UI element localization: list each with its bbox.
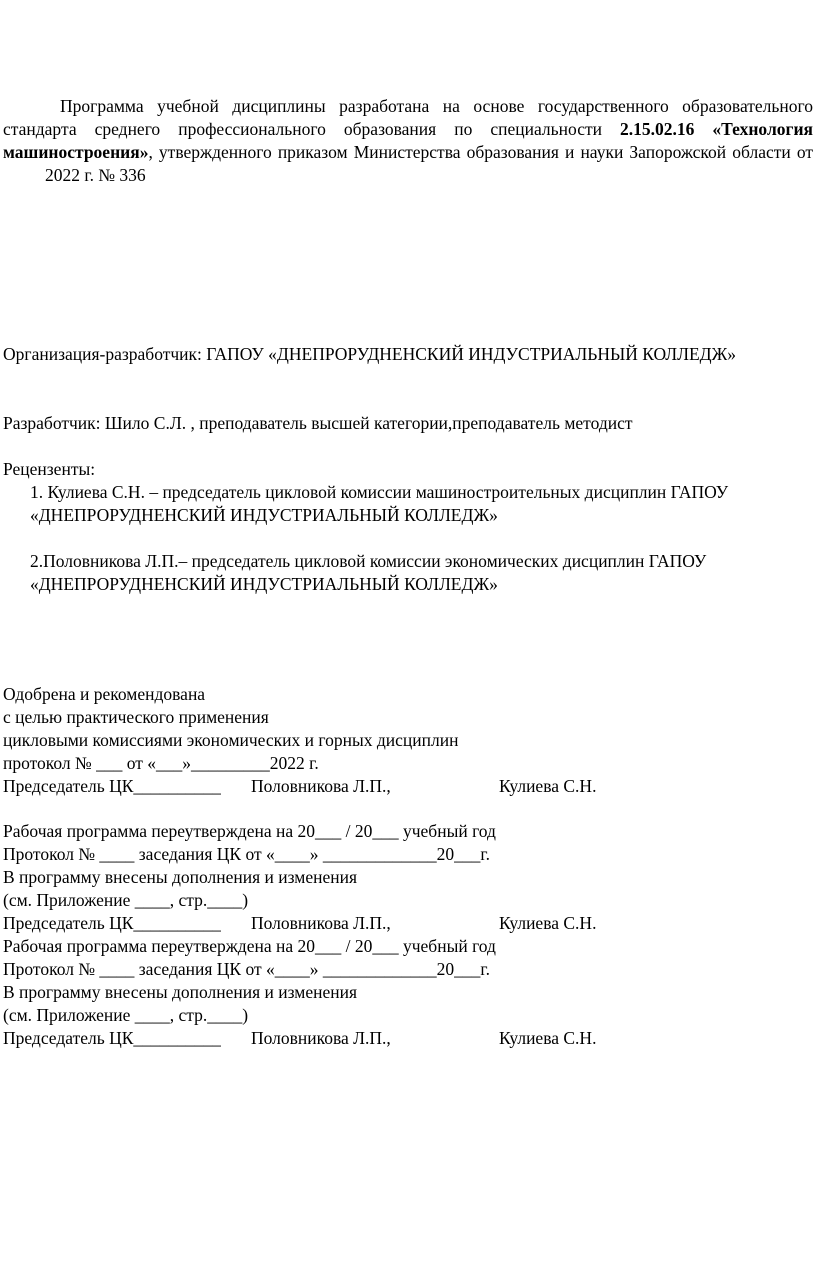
developer-text: Разработчик: Шило С.Л. , преподаватель высшей категории,преподаватель методист	[3, 413, 633, 433]
signer-name: Половникова Л.П.,	[251, 776, 391, 796]
signer-name: Половникова Л.П.,	[251, 913, 391, 933]
reapproval-line: (см. Приложение ____, стр.____)	[3, 1005, 249, 1025]
approval-line: Одобрена и рекомендована	[3, 684, 206, 704]
signer-name: Кулиева С.Н.	[499, 913, 597, 933]
order-date-number: 2022 г. № 336	[45, 165, 146, 185]
reapproval-line: Рабочая программа переутверждена на 20___ / 20___ учебный год	[3, 936, 496, 956]
chair-signature: Председатель ЦК__________	[3, 1028, 221, 1048]
reapproval-line: Рабочая программа переутверждена на 20___ / 20___ учебный год	[3, 821, 496, 841]
reapproval-block-2	[3, 935, 813, 1050]
reapproval-line: В программу внесены дополнения и изменения	[3, 867, 358, 887]
intro-text: Программа учебной дисциплины разработана на основе государственного образовательного стандарта среднего профессионального образования по специальности	[3, 96, 813, 139]
signature-row	[3, 912, 813, 935]
reapproval-protocol: Протокол № ____ заседания ЦК от «____» _____________20___г.	[3, 844, 490, 864]
reapproval-block-1	[3, 820, 813, 935]
reapproval-protocol: Протокол № ____ заседания ЦК от «____» _____________20___г.	[3, 959, 490, 979]
chair-signature: Председатель ЦК__________	[3, 913, 221, 933]
signer-name: Половникова Л.П.,	[251, 1028, 391, 1048]
organization-block	[3, 343, 813, 366]
intro-text-rest: , утвержденного приказом Министерства образования и науки Запорожской области от	[148, 142, 813, 162]
reviewer-item: 2.Половникова Л.П.– председатель цикловой комиссии экономических дисциплин ГАПОУ «ДНЕПРОРУДНЕНСКИЙ ИНДУСТРИАЛЬНЫЙ КОЛЛЕДЖ»	[30, 551, 707, 594]
signature-row	[3, 775, 813, 798]
reviewers-heading: Рецензенты:	[3, 459, 96, 479]
approval-block	[3, 683, 813, 798]
reapproval-line: (см. Приложение ____, стр.____)	[3, 890, 249, 910]
reapproval-line: В программу внесены дополнения и изменения	[3, 982, 358, 1002]
chair-signature: Председатель ЦК__________	[3, 776, 221, 796]
signature-row	[3, 1027, 813, 1050]
approval-line: цикловыми комиссиями экономических и горных дисциплин	[3, 730, 459, 750]
intro-paragraph	[3, 95, 813, 187]
signer-name: Кулиева С.Н.	[499, 1028, 597, 1048]
reviewers-block	[3, 458, 813, 596]
approval-protocol: протокол № ___ от «___»_________2022 г.	[3, 753, 319, 773]
approval-line: с целью практического применения	[3, 707, 269, 727]
specialty-code-title: 2.15.02.16 «Технология машиностроения»	[3, 119, 814, 162]
reviewer-item: 1. Кулиева С.Н. – председатель цикловой комиссии машиностроительных дисциплин ГАПОУ «ДНЕПРОРУДНЕНСКИЙ ИНДУСТРИАЛЬНЫЙ КОЛЛЕДЖ»	[30, 482, 729, 525]
signer-name: Кулиева С.Н.	[499, 776, 597, 796]
developer-block	[3, 412, 813, 435]
organization-text: Организация-разработчик: ГАПОУ «ДНЕПРОРУДНЕНСКИЙ ИНДУСТРИАЛЬНЫЙ КОЛЛЕДЖ»	[3, 344, 737, 364]
